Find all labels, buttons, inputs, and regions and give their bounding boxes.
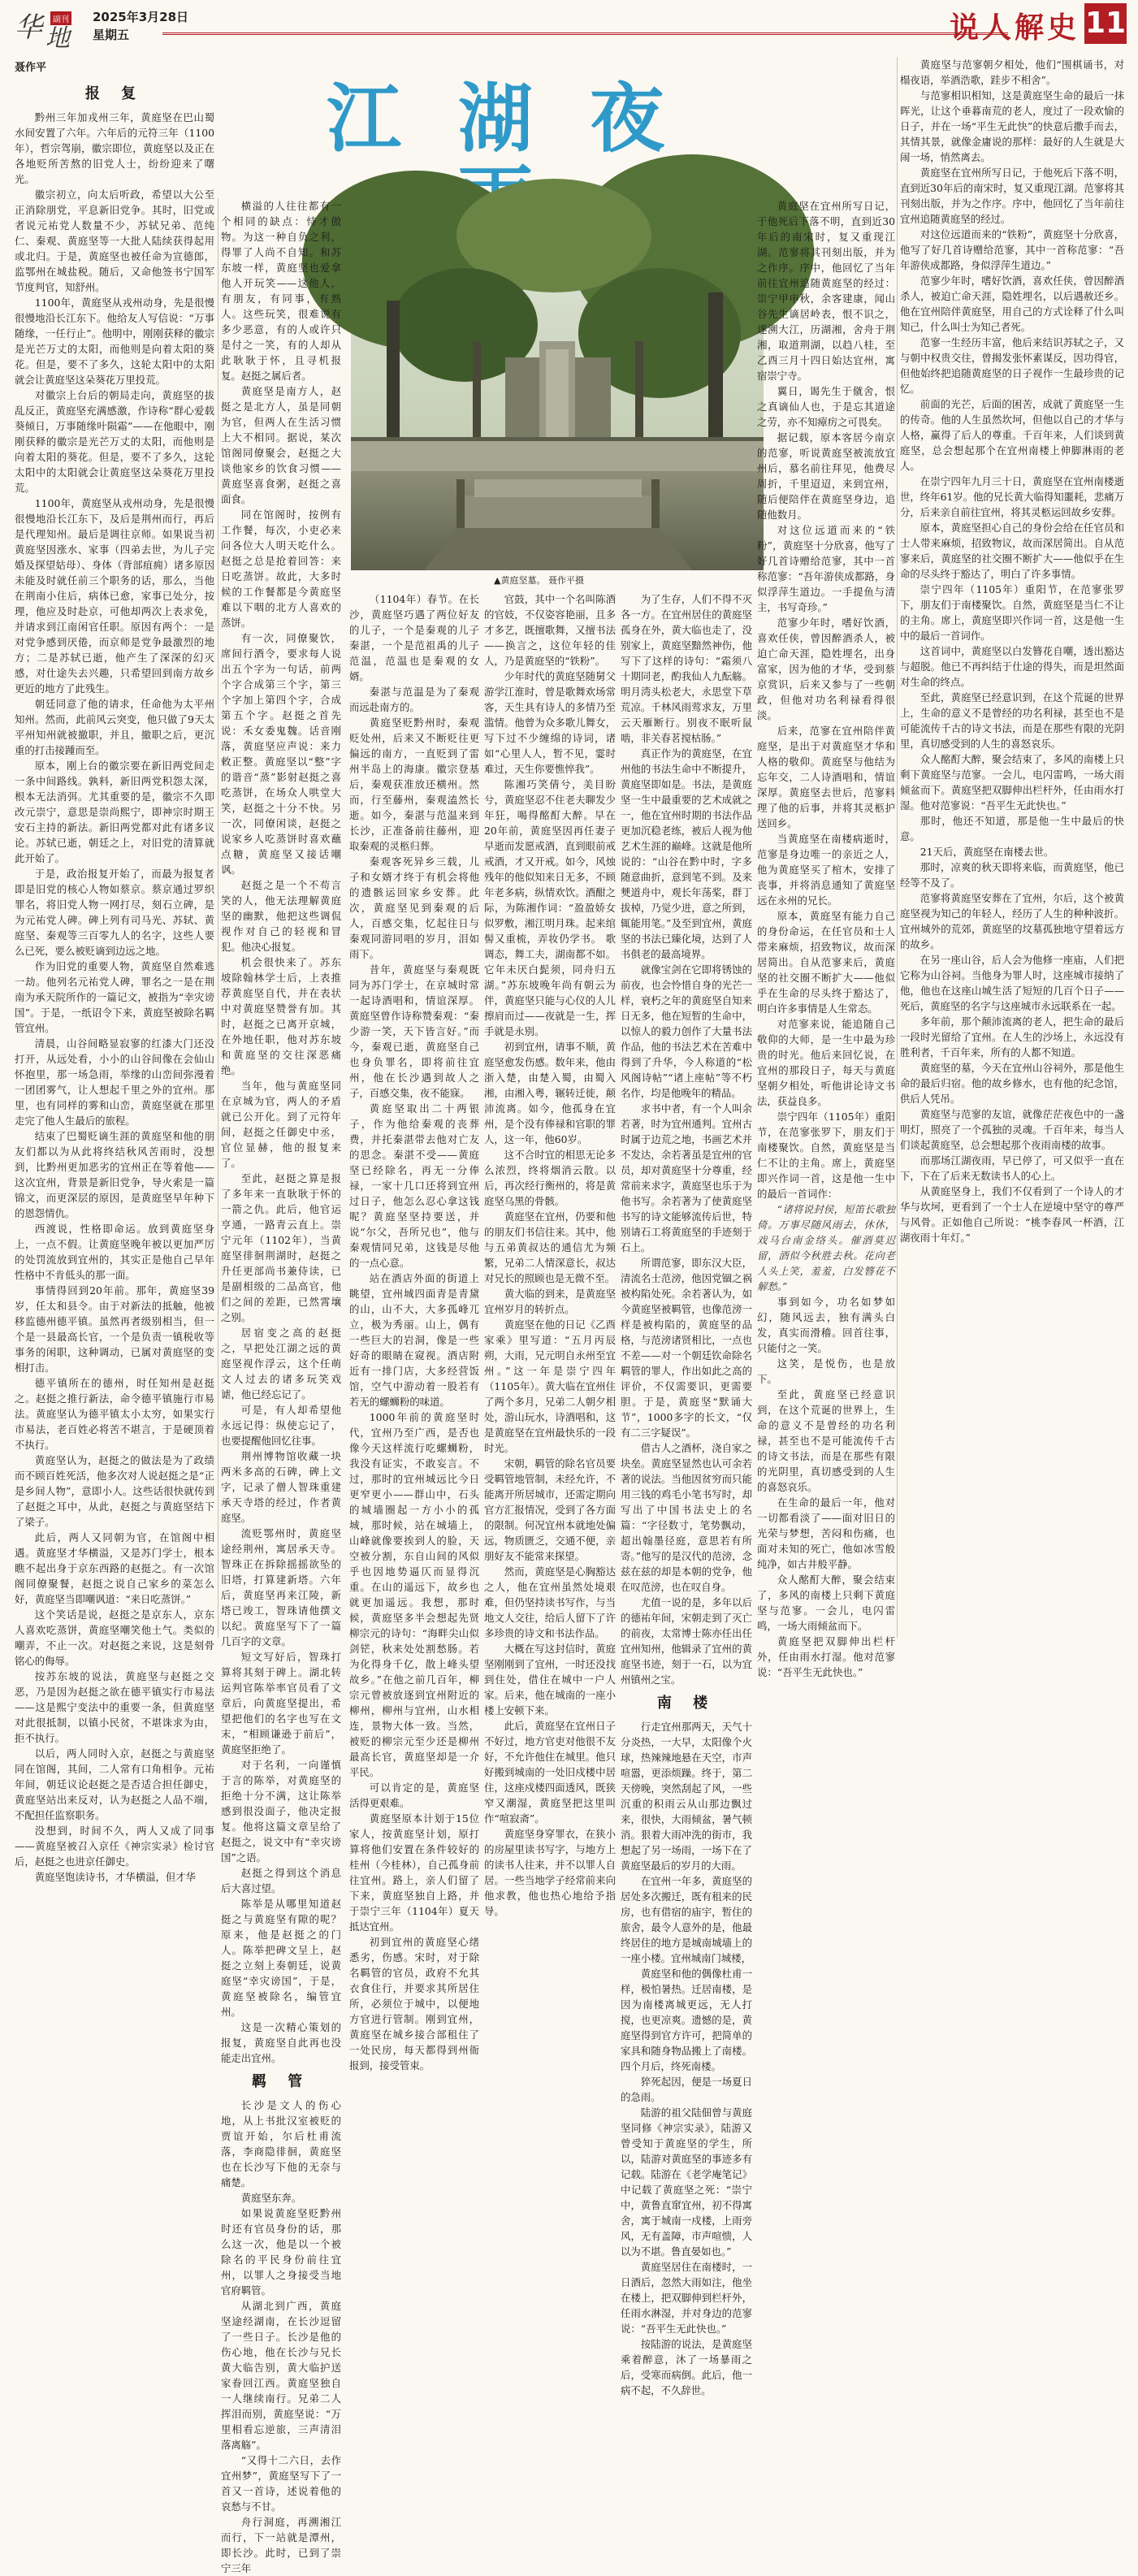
paragraph: 事到如今，功名如梦如幻，随风远去，独有满头白发，真实而滑稽。回首往事，只能付之一笑。 xyxy=(757,1296,895,1354)
paragraph: 黄庭坚与范寥朝夕相处，他们“围棋诵书，对榻夜语，举酒浩歌，跬步不相舍”。 xyxy=(900,58,1124,86)
paragraph: 那时，凉爽的秋天即将来临，而黄庭坚，他已经等不及了。 xyxy=(900,861,1124,889)
paragraph: 原本，黄庭坚担心自己的身份会给在任官员和士人带来麻烦，招致物议，故而深居简出。自从范寥来后，黄庭坚的社交圈不断扩大——他似乎在生命的尽头终于豁达了，明白了许多事情。 xyxy=(900,522,1124,580)
paragraph: 在另一座山谷，后人会为他修一座庙，人们把它称为山谷祠。当他身为罪人时，这座城市接纳了他，他也在这座山城生活了短短的几百个日子——死后，黄庭坚的名字与这座城市永远联系在一起。 xyxy=(900,954,1124,1012)
paragraph: 舟行洞庭，再溯湘江而行，下一站就是潭州，即长沙。此时，已到了崇宁三年 xyxy=(221,2516,341,2574)
paragraph: 横溢的人往往都有一个相同的缺点：恃才傲物。为这一种自负之利，得罪了人尚不自知。和苏东坡一样，黄庭坚也爱拿他人开玩笑——这他人，有朋友，有同事，有熟人。这些玩笑，很难说有多少恶意，有的人或许只是付之一笑，有的人却从此耿耿于怀，且寻机报复。赵挺之属后者。 xyxy=(221,200,341,382)
paragraph: 黔州三年加戎州三年，黄庭坚在巴山蜀水间安置了六年。六年后的元符三年（1100年），哲宗驾崩，徽宗即位，黄庭坚以及正在各地贬所苦熬的旧党人士，纷纷迎来了曙光。 xyxy=(15,111,214,185)
logo-badge: 副刊 xyxy=(50,11,71,25)
paragraph: 在宜州一年多，黄庭坚的居处多次搬迁，既有租来的民房，也有借宿的庙宇，暂住的旅舍，最令人意外的是，他最终居住的地方是城南城墙上的一座小楼。宜州城南门城楼， xyxy=(621,1875,752,1964)
article-column-2 xyxy=(221,198,341,2574)
section-title: 说人解史 xyxy=(949,11,1080,45)
paragraph: 对这位远道而来的“铁粉”，黄庭坚十分欣喜，他写了好几首诗赠给范寥，其中一首称范寥：“吾年游侠成都路，身似浮萍生道边。一手提鱼与清主，书写奇珍。” xyxy=(757,524,895,613)
paragraph: 为了生存，人们不得不灭各一方。在宜州居住的黄庭坚孤身在外，黄大临也走了，没别家上，黄庭坚黯然神伤，他写下了这样的诗句：“霜须八十期同老，酌我仙人九酝觞。明月湾头松老大，永思堂下草荒凉。千林风雨莺求友，万里云天雁断行。别夜不眠听鼠啮，非关春茗搅枯肠。” xyxy=(621,593,752,744)
paragraph: 于是，政治报复开始了，而最为报复者即是旧党的核心人物如蔡京。蔡京通过罗织罪名，将旧党人物一网打尽，刻石立碑，是为元祐党人碑。碑上列有司马光、苏轼、黄庭坚、秦观等三百零九人的名字，这些人要么已死，要么被贬谪到边远之地。 xyxy=(15,868,214,957)
paragraph: 崇宁四年（1105年）重阳节，在范寥张罗下，朋友们于南楼聚饮。自然，黄庭坚是当仁不让的主角。席上，黄庭坚即兴作词一首，这是他一生中的最后一首词作。 xyxy=(900,583,1124,642)
paragraph: 众人酩酊大醉，聚会结束了，多风的南楼上只剩下黄庭坚与范寥。一会儿，电闪雷鸣，一场大雨倾盆而下。 xyxy=(757,1574,895,1632)
paragraph: 崇宁四年（1105年）重阳节，在范寥张罗下，朋友们于南楼聚饮。自然，黄庭坚是当仁不让的主角。席上，黄庭坚即兴作词一首，这是他一生中的最后一首词作： xyxy=(757,1110,895,1200)
paragraph: 范寥少年时，嗜好饮酒，喜欢任侠，曾因醉酒杀人，被迫亡命天涯，隐姓埋名，出身富家，因为他的才华，受到蔡京赏识，后来又参与了一些朝政，但他对功名利禄看得很淡。 xyxy=(757,617,895,721)
paragraph: 昔年，黄庭坚与秦观既同为苏门学士，在京城时常一起诗酒唱和，情谊深厚。黄庭坚曾作诗称赞秦观：“秦少游一笑，天下皆言好。”而今，秦观已逝，黄庭坚自己也身负罪名，即将前往宜州，他在长沙遇到故人之子，百感交集，夜不能寐。 xyxy=(349,963,479,1099)
paragraph: 黄庭坚把双脚伸出栏杆外，任由雨水打湿。他对范寥说：“吾平生无此快也。” xyxy=(757,1635,895,1678)
paragraph: 可是，有人却希望他永远记得：纵使忘记了，也要提醒他回忆往事。 xyxy=(221,1404,341,1447)
paragraph: 黄庭坚在他的日记《乙酉家乘》里写道：“五月丙辰朔，大雨，兄元明自永州至宜州。”这一年是崇宁四年（1105年）。黄大临在宜州住了两个多月，兄弟二人朝夕相处，游山玩水，诗酒唱和，这是黄庭坚在宜州最快乐的一段时光。 xyxy=(484,1318,616,1454)
paragraph: 官鼓，其中一个名叫陈酒的官妓，不仅姿容艳丽，且多才多艺，既擅歌舞，又擅书法——换言之，这位年轻的佳人，乃是黄庭坚的“铁粉”。 xyxy=(484,593,616,667)
paragraph: 这不合时宜的相思无论多么浓烈，终将烟消云散。以后，再次经行衡州的，将是黄庭坚乌黑的骨骸。 xyxy=(484,1149,616,1207)
article-column-1 xyxy=(15,78,214,1883)
paragraph: 黄庭坚取出二十两银子，作为他给秦观的丧葬费，并托秦湛带去他对亡友的思念。秦湛不受——黄庭坚已经除名，再无一分俸禄，一家十几口还将到宜州过日子，他怎么忍心拿这钱呢？黄庭坚坚持要送，并说“尔父，吾所兄也”，他与秦观情同兄弟，这钱是尽他的一点心意。 xyxy=(349,1102,479,1269)
newspaper-logo xyxy=(15,5,88,53)
paragraph: 至此，黄庭坚已经意识到，在这个荒诞的世界上，生命的意义不是曾经的功名利禄，甚至也不是可能流传千古的诗文书法，而是在那些有限的光阴里，真切感受到的人生的喜怒哀乐。 xyxy=(757,1388,895,1493)
paragraph: 范寥少年时，嗜好饮酒，喜欢任侠，曾因醉酒杀人，被迫亡命天涯，隐姓埋名，以后遇赦还乡。他在宜州陪伴黄庭坚，用自己的方式诠释了什么叫知己，什么叫士为知己者死。 xyxy=(900,275,1124,333)
paragraph: 对这位远道而来的“铁粉”，黄庭坚十分欣喜，他写了好几首诗赠给范寥，其中一首称范寥：“吾年游侠成都路，身似浮萍生道边。” xyxy=(900,228,1124,271)
paragraph: 初到宜州，请事不顺，黄庭坚愈发伤感。数年来，他由浙入楚，由楚入蜀，由蜀入湘，由湘入粤，辗转迁徙，颠沛流离。如今，他孤身在宜州，是个没有俸禄和官职的罪人，这一年，他60岁。 xyxy=(484,1041,616,1145)
paragraph: 那时，他还不知道，那是他一生中最后的快意。 xyxy=(900,815,1124,842)
paragraph: 这首词中，黄庭坚以白发簪花自嘲，透出豁达与超脱。他已不再纠结于仕途的得失，而是坦然面对生命的终点。 xyxy=(900,645,1124,688)
paragraph: 据记载，原本客居今南京的范寥，听说黄庭坚被流放宜州后，慕名前往拜见，他费尽周折，千里迢迢，来到宜州，随后便陪伴在黄庭坚身边，追随他数月。 xyxy=(757,431,895,521)
paragraph: 对范寥来说，能追随自己敬仰的大师，是一生中最为珍贵的时光。他后来回忆说，在宜州的那段日子，每天与黄庭坚朝夕相处，听他讲论诗文书法，获益良多。 xyxy=(757,1018,895,1107)
logo-char: 华 xyxy=(15,11,42,44)
paragraph: 多年前，那个颠沛流离的老人，把生命的最后一段时光留给了宜州。在人生的沙场上，永远没有胜利者，千百年来，所有的人都不知道。 xyxy=(900,1015,1124,1059)
paragraph: 1100年，黄庭坚从戎州动身，先是很慢很慢地沿长江东下，及后是荆州而行，再后是代理知州。最后是调往京师。如果说当初黄庭坚因涨水、家事（四弟去世，为儿子完婚及探望姑母）、身体（背部疽痈）诸多原因未能及时就任前三个职务的话，那么，当他在荆南小住后，病体已愈，家事已处分，按理，他应及时赴京，可他却两次上表求免，并请求到江南闲官任职。原因有两个：一是对党争感到厌倦，而京师是党争最激烈的地方；二是苏轼已逝，他产生了深深的幻灭感，对仕途失去兴趣，只希望回到南方故乡更近的地方了此残生。 xyxy=(15,497,214,695)
section-heading: 报 复 xyxy=(84,85,145,102)
paragraph: 在崇宁四年九月三十日，黄庭坚在宜州南楼逝世，终年61岁。他的兄长黄大临得知噩耗，悲痛万分，后来亲自前往宜州，将其灵柩运回故乡安葬。 xyxy=(900,475,1124,518)
paragraph: 如果说黄庭坚贬黔州时还有官员身份的话，那么这一次，他是以一个被除名的平民身份前往宜州，以罪人之身接受当地官府羁管。 xyxy=(221,2207,341,2297)
paragraph: 黄庭坚居住在南楼时，一日酒后，忽然大雨如注，他坐在楼上，把双脚伸到栏杆外，任雨水淋湿，并对身边的范寥说：“吾平生无此快也。” xyxy=(621,2261,752,2335)
paragraph: 至此，赵挺之算是报了多年来一直耿耿于怀的一箭之仇。此后，他官运亨通，一路青云直上。崇宁元年（1102年），当黄庭坚徘徊荆湖时，赵挺之升任更部尚书兼侍读，已是副相级的二品高官，他们之间的差距，已然霄壤之别。 xyxy=(221,1172,341,1323)
paragraph: 此后，黄庭坚在宜州日子不好过，地方官吏对他很不友好，不允许他住在城里。他只好搬到城南的一处旧戍楼中居住，这座戍楼四面透风，既狭窄又潮湿，黄庭坚把这里叫作“喧寂斋”。 xyxy=(484,1720,616,1825)
paragraph: 可以肯定的是，黄庭坚活得更艰难。 xyxy=(349,1782,479,1809)
page-number: 11 xyxy=(1084,3,1127,44)
paragraph: 黄庭坚认为，赵挺之的做法是为了政绩而不顾百姓死活，他多次对人说赵挺之是“正是乡间人物”，意即小人。这些话很快就传到了赵挺之耳中，从此，赵挺之与黄庭坚结下了梁子。 xyxy=(15,1454,214,1528)
paragraph: 秦湛与范温是为了秦观而远赴南方的。 xyxy=(349,686,479,713)
paragraph: 荆州博物馆收藏一块两米多高的石碑，碑上文字，记录了僧人智珠重建承天寺塔的经过，作者黄庭坚。 xyxy=(221,1450,341,1524)
paragraph: 21天后，黄庭坚在南楼去世。 xyxy=(919,846,1054,858)
paragraph: 众人酩酊大醉，聚会结束了，多风的南楼上只剩下黄庭坚与范寥。一会儿，电闪雷鸣，一场大雨倾盆而下。黄庭坚把双脚伸出栏杆外，任由雨水打湿。他对范寥说：“吾平生无此快也。” xyxy=(900,753,1124,812)
paragraph: 以后，两人同时入京，赵挺之与黄庭坚同在馆阁，其间，二人常有口角相争。元祐年间，朝廷议论赵挺之是否适合担任御史，黄庭坚站出来反对，认为赵挺之人品不端，不配担任监察职务。 xyxy=(15,1747,214,1821)
paragraph: 猝死起因，便是一场夏日的急雨。 xyxy=(621,2076,752,2103)
paragraph: 黄庭坚原本计划于15位家人，按黄庭坚计划，原打算将他们安置在条件较好的桂州（今桂林），自己孤身前往宜州。路上，亲人们留了下来，黄庭坚独自上路，并于崇宁三年（1104年）夏天抵达宜州。 xyxy=(349,1812,479,1933)
paragraph: 求书中者，有一个人叫余若著，时为宜州通判。宜州古时属于边荒之地，书画艺术并不发达，余若著虽是宜州的官员，却对黄庭坚十分尊重，经常前来求字，黄庭坚也乐于为他书写。余若著为了使黄庭坚书写的诗文能够流传后世，特别请石工将黄庭坚的手迹刻于石上。 xyxy=(621,1102,752,1253)
paragraph: 黄庭坚的墓，今天在宜州山谷祠外，那是他生命的最后归宿。他的故乡修水，也有他的纪念馆，供后人凭吊。 xyxy=(900,1062,1124,1105)
paragraph: 秦观客死异乡三载，儿子和女婿才终于有机会将他的遗骸运回家乡安葬。此次，黄庭坚见到秦观的后人，百感交集，忆起往日与秦观同游同唱的岁月，泪如雨下。 xyxy=(349,855,479,960)
paragraph: 后来，范寥在宜州陪伴黄庭坚，是出于对黄庭坚才华和人格的敬仰。黄庭坚与他结为忘年交，二人诗酒唱和，情谊深厚。黄庭坚去世后，范寥料理了他的后事，并将其灵柩护送回乡。 xyxy=(757,725,895,829)
paragraph: 流贬鄂州时，黄庭坚途经荆州，寓居承天寺。智珠正在拆除摇摇欲坠的旧塔，打算建新塔。六年后，黄庭坚再来江陵，新塔已竣工，智珠请他撰文以纪。黄庭坚写下了一篇几百字的文章。 xyxy=(221,1527,341,1647)
tomb-photo xyxy=(351,203,764,570)
paragraph: 在生命的最后一年，他对一切都看淡了——面对旧日的光荣与梦想，苦闷和伤痛，也面对未知的死亡，他如冰雪般纯净，如古井般平静。 xyxy=(757,1496,895,1570)
paragraph: 按陆游的说法，是黄庭坚乘着醉意，沐了一场暴雨之后，受寒而病倒。此后，他一病不起，不久辞世。 xyxy=(621,2338,752,2396)
paragraph: 黄庭坚在宜州，仍要和他的朋友们书信往来。其中，他与五弟黄叔达的通信尤为频繁，兄弟二人情深意长，叔达对兄长的照顾也是无微不至。 xyxy=(484,1210,616,1284)
paragraph: 真正作为的黄庭坚，在宜州他的书法生命中不断提升，黄庭坚即如是。书法，是黄庭坚一生中最重要的艺术成就之一，他在宜州时期的书法作品更加沉稳老练，被后人视为他艺术生涯的巅峰。这就是他所说的：“山谷在黔中时，字多随意曲折，意到笔不到。及来僰道舟中，观长年荡桨，群丁拔棹，乃觉少进，意之所到，辄能用笔。”及至到宜州，黄庭坚的书法已臻化境，达到了人书俱老的最高境界。 xyxy=(621,747,752,960)
section-heading: 南 楼 xyxy=(656,1695,716,1712)
paragraph: 黄庭坚是南方人，赵挺之是北方人，虽是同朝为官，但两人在生活习惯上大不相同。据说，某次馆阁同僚聚会，赵挺之大谈他家乡的饮食习惯——黄庭坚喜食粥，赵挺之喜面食。 xyxy=(221,385,341,505)
paragraph: 所谓范寥，即东汉大臣，清流名士范滂，他因党锢之祸被构陷处死。余若著认为，如今黄庭坚被羁管，也像范滂一样是被构陷的，黄庭坚的品格，与范滂诸贤相比，一点也不差——对一个朝廷钦命除名羁管的罪人，作出如此之高的评价，不仅需要识，更需要胆。于是，黄庭坚“默诵大节”，1000多字的长文，“仅有二三字疑误”。 xyxy=(621,1257,752,1439)
paragraph: 黄庭坚与范寥的友谊，就像茫茫夜色中的一盏明灯，照亮了一个孤独的灵魂。千百年来，每当人们谈起黄庭坚，总会想起那个夜雨南楼的故事。 xyxy=(900,1108,1124,1151)
paragraph: 大概在写这封信时，黄庭坚刚刚到了宜州，一时还没找到住处，借住在城中一户人家。后来，他在城南的一座小楼上安顿下来。 xyxy=(484,1643,616,1717)
paragraph: 1100年，黄庭坚从戎州动身，先是很慢很慢地沿长江东下。他给友人写信说：“万事随缘，一任行止”。他明中，刚刚获释的徽宗是光芒万丈的太阳，而他则是向着太阳的葵花。但是，要不了多久，这轮太阳中的太阳就会让黄庭坚这朵葵花万里投荒。 xyxy=(15,297,214,386)
paragraph: 西渡说，性格即命运。放到黄庭坚身上，一点不假。让黄庭坚晚年被以更加严厉的处罚流放到宜州的，其实正是他自己早年性格中不肯低头的那一面。 xyxy=(15,1223,214,1281)
paragraph: 当黄庭坚在南楼病逝时，范寥是身边唯一的亲近之人，他为黄庭坚买了棺木，安排了丧事，并将消息通知了黄庭坚远在永州的兄长。 xyxy=(757,833,895,907)
paragraph: 德平镇所在的德州，时任知州是赵挺之。赵挺之推行新法，命令德平镇施行市易法。黄庭坚认为德平镇太小太穷，如果实行市易法，老百姓必将苦不堪言，于是硬顶着不执行。 xyxy=(15,1377,214,1451)
paragraph: 就像宝剑在它即将锈蚀的前夜，也会怜惜自身的光芒一样，衰朽之年的黄庭坚自知来日无多，他在短暂的生命中，以惊人的毅力创作了大量书法作品，他的书法艺术在苦难中得到了升华，今人称道的“松风阁诗帖”“诸上座帖”等不朽名作，均是他晚年的精品。 xyxy=(621,963,752,1099)
paragraph: 与范寥相识相知，这是黄庭坚生命的最后一抹晖光，让这个垂暮南荒的老人，度过了一段欢愉的日子，并在一场“平生无此快”的快意后撒手而去，其情其景，就像金庸说的那样：最好的人生就是大闹一场，悄然离去。 xyxy=(900,89,1124,163)
issue-date: 2025年3月28日 xyxy=(93,10,189,24)
paragraph: 按苏东坡的说法，黄庭坚与赵挺之交恶，乃是因为赵挺之欲在德平镇实行市易法——这是熙宁变法中的重要一条，但黄庭坚对此很抵制，以镇小民贫，不堪诛求为由，拒不执行。 xyxy=(15,1670,214,1744)
paragraph: 至此，黄庭坚已经意识到，在这个荒诞的世界上，生命的意义不是曾经的功名利禄，甚至也不是可能流传千古的诗文书法，而是在那些有限的光阴里，真切感受到的人生的喜怒哀乐。 xyxy=(900,691,1124,750)
paragraph: 事情得回到20年前。那年，黄庭坚39岁，任太和县令。由于对新法的抵触，他被移监德州德平镇。虽然再者级别相当，但一个是一县最高长官，一个是负责一镇税收等事务的闲职，这种调动，已属对黄庭坚的变相打击。 xyxy=(15,1284,214,1374)
article-column-3 xyxy=(349,591,479,2072)
paragraph: 长沙是文人的伤心地，从上书批汉室被贬的贾谊开始，尔后杜甫流落，李商隐徘徊，黄庭坚也在长沙写下他的无奈与痛楚。 xyxy=(221,2099,341,2189)
paragraph: 黄庭坚在宜州所写日记，于他死后下落不明，直到近30年后的南宋时，复又重现江湖。范寥将其刊刻出版，并为之作序。序中，他回忆了当年前往宜州追随黄庭坚的经过：崇宁甲申秋，余客建康，闻山谷先生谪居岭表，恨不识之，遂溯大江，历湖湘，舍舟于荆湘，取道荆湖，以趋八桂，至乙酉三月十四日始达宜州，寓宿崇宁寺。 xyxy=(757,200,895,382)
paragraph: 赵挺之是一个不苟言笑的人，他无法理解黄庭坚的幽默，他把这些调侃视作对自己的轻视和冒犯。他决心报复。 xyxy=(221,879,341,953)
paragraph: 同在馆阁时，按例有工作餐，每次，小吏必来问各位大人明天吃什么。赵挺之总是抢着回答：来日吃蒸饼。故此，大多时候的工作餐都是今黄庭坚难以下咽的北方人喜欢的蒸饼。 xyxy=(221,509,341,629)
paragraph: 赵挺之得到这个消息后大喜过望。 xyxy=(221,1867,341,1894)
paragraph: 这是一次精心策划的报复，黄庭坚自此再也没能走出宜州。 xyxy=(221,2021,341,2064)
author-byline: 聂作平 xyxy=(15,62,47,74)
article-column-4 xyxy=(484,591,616,1917)
paragraph: 短文写好后，智珠打算将其刻于碑上。湖北转运判官陈举率官员看了文章后，向黄庭坚提出，希望把他们的名字也写在文末，“相顾谦逊于前后”，黄庭坚拒绝了。 xyxy=(221,1651,341,1756)
paragraph: 当年，他与黄庭坚同在京城为官，两人的矛盾就已公开化。到了元符年间，赵挺之任御史中丞，官位显赫，他的报复来了。 xyxy=(221,1080,341,1169)
article-title: 江湖夜 xyxy=(326,75,721,162)
column-divider xyxy=(897,57,898,1638)
paragraph: 而那场江湖夜雨，早已停了，可又似乎一直在下，下在了后来无数读书人的心上。 xyxy=(900,1154,1124,1182)
paragraph: 黄庭坚贬黔州时，秦观贬处州，后来又不断贬往更偏远的南方，一直贬到了雷州半岛上的海康。徽宗登基后，秦观获准放还横州。然而，行至藤州，秦观溘然长逝。如今，秦湛与范温来到长沙，正准备前往藤州，迎取秦观的灵柩归葬。 xyxy=(349,717,479,852)
section-heading: 羁 管 xyxy=(251,2073,311,2090)
paragraph: 从湖北到广西，黄庭坚途经湖南，在长沙逗留了一些日子。长沙是他的伤心地，他在长沙与兄长黄大临告别，黄大临护送家眷回江西。黄庭坚独自一人继续南行。兄弟二人挥泪而别，黄庭坚说：“万里相看忘逆旅，三声清泪落离觞”。 xyxy=(221,2300,341,2451)
paragraph: 陆游的祖父陆佃曾与黄庭坚同修《神宗实录》，陆游又曾受知于黄庭坚的学生，所以，陆游对黄庭坚的事迹多有记载。陆游在《老学庵笔记》中记载了黄庭坚之死：“崇宁中，黄鲁直窜宜州，初不得寓舍，寓于城南一戍楼，上雨旁风，无有盖障，市声喧愦，人以为不堪。鲁直晏如也。” xyxy=(621,2106,752,2258)
paragraph: 然而，黄庭坚是心胸豁达之人，他在宜州虽然处境艰难，但仍坚持读书写作，与当地文人交往，给后人留下了许多珍贵的诗文和书法作品。 xyxy=(484,1565,616,1639)
paragraph: 原本，刚上台的徽宗要在新旧两党间走一条中间路线。孰料，新旧两党积怨太深，根本无法消弭。尤其重要的是，徽宗不久即改元崇宁，意思是崇尚熙宁，即神宗时期王安石主持的新法。新旧两党都对此有诸多议论。苏轼已逝，朝廷之上，对旧党的清算就此开始了。 xyxy=(15,760,214,864)
paragraph: 结束了巴蜀贬谪生涯的黄庭坚和他的朋友们都以为从此将终结秋风苦雨时，没想到，比黔州更加恶劣的宜州正在等着他——这次宜州，背景是新旧党争，导火索是一篇锦文，而更深层的原因，是黄庭坚早年种下的恩怨情仇。 xyxy=(15,1130,214,1219)
paragraph: 行走宜州那两天，天气十分炎热，一大早，太阳像个火球，热辣辣地悬在天空，市声喧嚣，更添烦躁。终于，第二天傍晚，突然刮起了风，一些沉重的积雨云从山那边飘过来，很快，大雨倾盆，暑气顿消。狠着大雨冲洗的街市，我想起了另一场雨，一场下在了黄庭坚最后的岁月的大雨。 xyxy=(621,1721,752,1872)
paragraph: 初到宜州的黄庭坚心绪悉劣，伤感。宋时，对于除名羁管的官员，政府不允其衣食住行，并要求其所居住所，必须位于城中，以便地方官进行管制。刚到宜州，黄庭坚在城乡接合部租住了一处民房，每天都得到州衙报到，接受管束。 xyxy=(349,1936,479,2072)
paragraph: 这个笑话是说，赵挺之是京东人，京东人喜欢吃蒸饼，黄庭坚嘲笑他土气。类似的嘲弄，不止一次。对赵挺之来说，这是刻骨铭心的侮辱。 xyxy=(15,1608,214,1667)
paragraph: 陈举是从哪里知道赵挺之与黄庭坚有隙的呢？原来，他是赵挺之的门人。陈举把碑文呈上，赵挺之立刻上奏朝廷，说黄庭坚“幸灾谤国”，于是，黄庭坚被除名，编管宜州。 xyxy=(221,1898,341,2018)
column-divider xyxy=(218,198,219,1638)
paragraph: 黄大临的到来，是黄庭坚宜州岁月的转折点。 xyxy=(484,1288,616,1315)
article-column-7 xyxy=(900,57,1124,1638)
masthead xyxy=(0,0,1138,53)
paragraph: 居宿变之高的赵挺之，早把处江湖之远的黄庭坚视作浮云，这个任萌文人过去的诸多玩笑戏谑，他已经忘记了。 xyxy=(221,1327,341,1401)
paragraph: 朝廷同意了他的请求，任命他为太平州知州。然而，此前风云突变，他只做了9天太平州知州就被撤职，并且，撤职之后，更沉重的打击接踵而至。 xyxy=(15,698,214,756)
paragraph: “又得十二六日，去作宜州梦”，黄庭坚写下了一首又一首诗，述说着他的哀愁与不甘。 xyxy=(221,2454,341,2513)
paragraph: 没想到，时间不久，两人又成了同事——黄庭坚被召入京任《神宗实录》检讨官后，赵挺之也进京任御史。 xyxy=(15,1825,214,1868)
paragraph: 站在酒店外面的街道上眺望，宜州城四面青是青黛的山，山不大，大多孤峰兀立，极为秀丽。山上，偶有一些巨大的岩洞，像是一些好奇的眼睛在窥视。酒店附近有一排门店，大多经营饭馆，空气中游动着一股若有若无的螺蛳粉的味道。 xyxy=(349,1272,479,1408)
paragraph: 黄庭坚身穿罪衣，在狭小的房屋里读书写字，与地方上的读书人往来，并不以罪人自居。一些当地学子经常前来向他求教，他也热心地给予指导。 xyxy=(484,1828,616,1917)
paragraph: 此后，两人又同朝为官，在馆阁中相遇。黄庭坚才华横溢，又是苏门学士，根本瞧不起出身于京东西路的赵挺之。有一次馆阁同僚聚餐，赵挺之说自己家乡的菜怎么好，黄庭坚当即嘲讽道：“来日吃蒸饼。” xyxy=(15,1531,214,1605)
paragraph: 1000年前的黄庭坚时代，宜州乃至广西，是否也像今天这样流行吃螺蛳粉，我没有证实，不敢妄言。不过，那时的宜州城远比今日更窄更小——群山中，石头的城墙圈起一方小小的孤城，那时候，站在城墙上，山峰就像要挨到人的脸，天空被分割，东自山间的风似乎也因地势逼仄而显得沉重。在山的遥远下，故乡也就更加遥远。我想，那时候，黄庭坚多半会想起先贤柳宗元的诗句：“海畔尖山似剑铓，秋来处处割愁肠。若为化得身千亿，散上峰头望故乡。”在他之前几百年，柳宗元曾被放逐到宜州附近的柳州，柳州与宜州，山水相连，景物大体一致。当然，被贬的柳宗元至少还是柳州最高长官，黄庭坚却是一介平民。 xyxy=(349,1411,479,1778)
tomb-photo-illustration xyxy=(351,203,764,570)
paragraph: 黄庭坚和他的偶像杜甫一样，极怕暑热。迁居南楼，是因为南楼离城更远，无人打搅，也更凉爽。遗憾的是，黄庭坚得到官方许可，把简单的家具和随身物品搬上了南楼。四个月后，终死南楼。 xyxy=(621,1968,752,2072)
paragraph: 前面的光芒，后面的困苦，成就了黄庭坚一生的传奇。他的人生虽然坎坷，但他以自己的才华与人格，赢得了后人的尊重。千百年来，人们谈到黄庭坚，总会想起那个在宜州南楼上伸脚淋雨的老人。 xyxy=(900,398,1124,472)
paragraph: 从黄庭坚身上，我们不仅看到了一个诗人的才华与坎坷，更看到了一个士人在逆境中坚守的尊严与风骨。正如他自己所说：“桃李春风一杯酒，江湖夜雨十年灯。” xyxy=(900,1185,1124,1244)
paragraph: 借古人之酒杯，浇自家之块垒。黄庭坚显然也认可余若著的说法。当他因贫穷而只能用三钱的鸡毛小笔书写时，却写出了中国书法史上的名篇：“字径数寸，笔势飘动，超出翰墨径庭，意思若有所寄。”他写的是汉代的范滂，念兹在兹的却是本朝的党争，他在叹范滂，也在叹自身。 xyxy=(621,1442,752,1593)
paragraph: （1104年）春节。在长沙，黄庭坚巧遇了两位好友的儿子，一个是秦观的儿子秦湛，一个是范祖禹的儿子范温，范温也是秦观的女婿。 xyxy=(349,593,479,682)
paragraph: 黄庭坚饱读诗书，才华横溢，但才华 xyxy=(34,1871,197,1883)
paragraph: 机会很快来了。苏东坡除翰林学士后，上表推荐黄庭坚自代，并在表状中对黄庭坚赞誉有加。其时，赵挺之已离开京城，在外地任职，他对苏东坡和黄庭坚的交往深恶痛绝。 xyxy=(221,956,341,1076)
paragraph: 对于名利，一向谨慎于言的陈举，对黄庭坚的拒绝十分不满，这让陈举感到很没面子，他决定报复。他将这篇文章呈给了赵挺之，说文中有“幸灾谤国”之语。 xyxy=(221,1759,341,1864)
paragraph: 黄庭坚东奔。 xyxy=(240,2192,302,2204)
paragraph: 作为旧党的重要人物，黄庭坚自然难逃一劫。他列名元祐党人碑，罪名之一是在荆南为承天院所作的一篇记文，被指为“幸灾谤国”。于是，一纸诏令下来，黄庭坚被除名羁管宜州。 xyxy=(15,960,214,1034)
masthead-divider xyxy=(162,32,1008,35)
paragraph: 有一次，同僚聚饮，席间行酒令，要求每人说出五个字为一句话，前两个字合成第三个字，第三个字加上第四个字，合成第五个字。赵挺之首先说：禾女委鬼魏。话音刚落，黄庭坚应声说：来力敕正整。黄庭坚以“整”字的谐音“蒸”影射赵挺之喜吃蒸饼，在场众人哄堂大笑，赵挺之十分不快。另一次，同僚闲谈，赵挺之说家乡人吃蒸饼时喜欢蘸点糖，黄庭坚又接话嘲讽。 xyxy=(221,632,341,876)
paragraph: 少年时代的黄庭坚随舅父游学江淮时，曾是歌舞欢场常客，天生具有诗人的多情乃至滥情。他曾为众多歌儿舞女，写下过不少缠绵的诗词，诸如“心里人人，暂不见，霎时难过，天生你要憔悴我”。 xyxy=(484,670,616,775)
paragraph: 尤值一说的是，多年以后的德祐年间，宋朝走到了灭亡的前夜，太常博士陈亦任出任宜州知州，他辑录了宜州的黄庭坚书迹，刻于一石，以为宜州镇州之宝。 xyxy=(621,1596,752,1686)
issue-weekday: 星期五 xyxy=(93,28,130,42)
paragraph: 黄庭坚在宜州所写日记，于他死后下落不明，直到近30年后的南宋时，复又重现江湖。范寥将其刊刻出版，并为之作序。序中，他回忆了当年前往宜州追随黄庭坚的经过。 xyxy=(900,167,1124,225)
paragraph: 原本，黄庭坚有能力自己的身份命运，在任官员和士人带来麻烦，招致物议，故而深居简出。自从范寥来后，黄庭坚的社交圈不断扩大——他似乎在生命的尽头终于豁达了，明白许多事情是人生常态。 xyxy=(757,910,895,1015)
article-column-5 xyxy=(621,591,752,2396)
paragraph: 范寥将黄庭坚安葬在了宜州，尔后，这个被黄庭坚视为知己的年轻人，经历了人生的种种波折。宜州城外的荒郊，黄庭坚的坟墓孤独地守望着远方的故乡。 xyxy=(900,892,1124,950)
paragraph: 徽宗初立，向太后听政，希望以大公至正消除朋党，平息新旧党争。其时，旧党或者说元祐党人数量不少，苏轼兄弟、范纯仁、秦观、黄庭坚等一大批人陆续获得起用或北归。于是，黄庭坚也被任命为宣德郎，监鄂州在城盐税。随后，又命他签书宁国军节度判官，知舒州。 xyxy=(15,188,214,293)
paragraph: 范寥一生经历丰富，他后来结识苏轼之子，又与朝中权贵交往，曾揭发张怀素谋反，因功得官，但他始终把追随黄庭坚的日子视作一生最珍贵的记忆。 xyxy=(900,336,1124,395)
paragraph: 翼日，谒先生于僦舍，恨之真谪仙人也，于是忘其道途之劳，亦不知瘴疠之可畏矣。 xyxy=(757,385,895,428)
paragraph: 陈湘巧笑倩兮，美目盼兮，黄庭坚忍不住老夫聊发少年狂，喝得酩酊大醉。早在20年前，黄庭坚因再任妻子早逝而发愿戒酒，直到眼前戒戒酒，才又开戒。如今，风烛残年的他似知来日无多，不顾年老多病，纵情欢饮。酒酣之际，为陈湘作词：“盈盈娇女似罗敷，湘江明月珠。起来绾髻又重梳，弄妆仍学书。 歌调态，舞工夫，湖南都不如。它年未厌白髭须，同舟归五湖。”苏东坡晚年尚有朝云为伴，黄庭坚只能与心仪的人儿擦肩而过——夜就是一生，挥手就是永别。 xyxy=(484,778,616,1037)
paragraph: 清晨，山谷间略显寂寥的红漆大门还没打开，从远处看，小小的山谷间像在会仙山怀抱里，那一场急雨，举缘的山峦间弥漫着一团团雾气，让人想起千里之外的宜州。那里，也有同样的雾和山峦，黄庭坚就在那里走完了他人生最后的旅程。 xyxy=(15,1037,214,1127)
paragraph: 这笑，是悦伤，也是放下。 xyxy=(757,1357,895,1385)
article-column-6 xyxy=(757,198,895,1678)
photo-caption: ▲黄庭坚墓。 聂作平摄 xyxy=(494,575,584,586)
paragraph: 对徽宗上台后的朝局走向，黄庭坚的拔乱反正，黄庭坚充满感激，作诗称“群心爱载葵倾日，万事随缘叶陨霜”——在他眼中，刚刚获释的徽宗是光芒万丈的太阳，而他则是向着太阳的葵花。但是，要不了多久，这轮太阳中的太阳就会让黄庭坚这朵葵花万里投荒。 xyxy=(15,389,214,494)
poem-text: “诸将说封侯，短笛长歌独倚。万事尽随风雨去，休休，戏马台南金络头。催酒莫迟留，酒似今秋胜去秋。花向老人头上笑，羞羞，白发簪花不解愁。” xyxy=(757,1203,895,1292)
paragraph: 宋朝，羁管的除名官员要受羁管地管制，未经允许，不能离开所居城市，还需定期向官方汇报情况，受到了各方面的限制。何况宜州本就地处偏远，物质匮乏，交通不便，亲朋好友不能常来探望。 xyxy=(484,1457,616,1562)
logo-char: 地 xyxy=(45,24,70,53)
